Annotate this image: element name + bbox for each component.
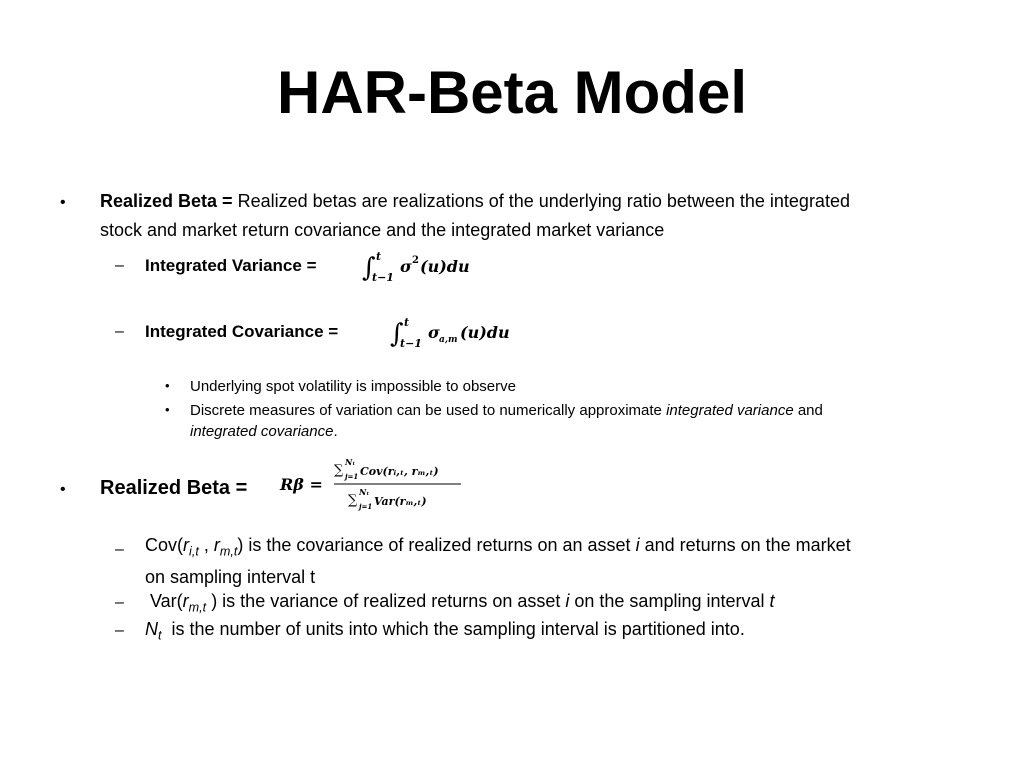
- discrete-measures-note: Discrete measures of variation can be used to numerically approximate integrated variance and integrated covariance.: [190, 402, 823, 440]
- svg-text:σ: σ: [400, 257, 412, 276]
- dash: –: [115, 594, 124, 611]
- bullet-dot: •: [60, 481, 66, 498]
- svg-text:∑: ∑: [334, 463, 344, 478]
- svg-text:a,m: a,m: [439, 335, 458, 345]
- svg-text:2: 2: [412, 255, 419, 266]
- integrated-covariance-formula: [388, 314, 548, 354]
- svg-text:∫: ∫: [362, 253, 376, 283]
- svg-text:t: t: [404, 316, 410, 329]
- var-definition: $Var(r_{m,t}$ ) is the variance of realized returns on asset i on the sampling interval t: [150, 591, 775, 615]
- svg-text:σ: σ: [428, 323, 440, 342]
- realized-beta-text-2: stock and market return covariance and the integrated market variance: [100, 220, 665, 240]
- integrated-variance-label: Integrated Variance =: [145, 256, 317, 275]
- realized-beta-text-1: Realized betas are realizations of the underlying ratio between the integrated: [237, 191, 850, 211]
- realized-beta-formula: [278, 455, 478, 515]
- sub-bullet-dot: •: [165, 402, 170, 417]
- dash: –: [115, 257, 124, 274]
- svg-text:Var(rₘ,ₜ): Var(rₘ,ₜ): [374, 495, 427, 508]
- svg-text:t−1: t−1: [372, 271, 394, 284]
- svg-text:∑: ∑: [348, 493, 358, 508]
- sub-bullet-dot: •: [165, 378, 170, 393]
- svg-text:j=1: j=1: [345, 472, 359, 481]
- svg-text:Rβ =: Rβ =: [280, 475, 323, 494]
- svg-text:j=1: j=1: [359, 502, 373, 511]
- svg-text:(u)du: (u)du: [420, 257, 470, 276]
- svg-text:t−1: t−1: [400, 337, 422, 350]
- svg-text:t: t: [376, 250, 382, 263]
- svg-text:∫: ∫: [390, 319, 404, 349]
- bullet-dot: •: [60, 194, 66, 211]
- svg-text:Nₜ: Nₜ: [345, 457, 356, 467]
- spot-volatility-note: Underlying spot volatility is impossible to observe: [190, 378, 516, 395]
- integrated-variance-formula: [360, 248, 510, 288]
- dash: –: [115, 541, 124, 558]
- realized-beta-formula-label: Realized Beta =: [100, 477, 248, 499]
- dash: –: [115, 323, 124, 340]
- integrated-covariance-label: Integrated Covariance =: [145, 322, 339, 341]
- svg-text:(u)du: (u)du: [460, 323, 510, 342]
- dash: –: [115, 622, 124, 639]
- svg-text:Cov(rᵢ,ₜ, rₘ,ₜ): Cov(rᵢ,ₜ, rₘ,ₜ): [360, 465, 439, 478]
- nt-definition: $N_t$ is the number of units into which the sampling interval is partitioned into.: [145, 619, 745, 643]
- realized-beta-label: Realized Beta =: [100, 191, 233, 211]
- svg-text:Nₜ: Nₜ: [359, 487, 370, 497]
- cov-definition: $Cov(r_{i,t}$ , $r_{m,t}$) is the covariance of realized returns on an asset i and returns on the market on sampling interval t: [145, 535, 851, 587]
- realized-beta-definition: [100, 187, 1000, 245]
- page-title: HAR-Beta Model: [276, 59, 747, 126]
